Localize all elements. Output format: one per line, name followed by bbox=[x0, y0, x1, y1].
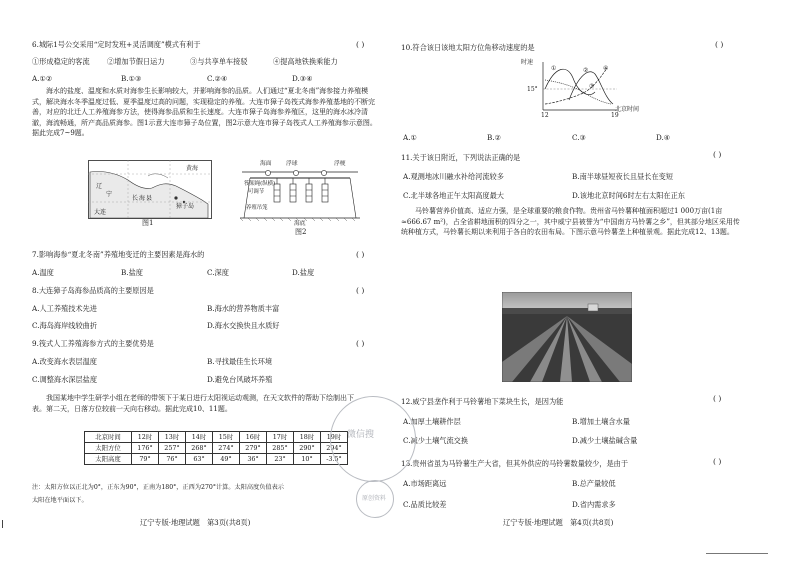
altitude-cell: 36° bbox=[240, 454, 267, 465]
q12-option-b: B.增加土壤含水量 bbox=[572, 417, 630, 426]
altitude-cell: 49° bbox=[213, 454, 240, 465]
q6-item-1: ①形成稳定的客流 bbox=[32, 57, 90, 66]
q7-option-d: D.盐度 bbox=[292, 268, 315, 277]
q7-option-c: C.深度 bbox=[207, 268, 229, 277]
q9-option-a: A.改变海水表层温度 bbox=[32, 357, 97, 366]
col-18: 18时 bbox=[294, 432, 321, 443]
page-footer-3: 辽宁专版·地理试题 第3页(共8页) bbox=[140, 518, 251, 527]
watermark-line-2: 原创资料 bbox=[362, 495, 387, 502]
q9-option-d: D.避免台风破坏养殖 bbox=[207, 375, 273, 384]
figure-2-caption: 图2 bbox=[295, 228, 307, 236]
q10-paren: ( ) bbox=[715, 40, 724, 49]
q10-option-b: B.② bbox=[487, 133, 502, 142]
figure-2-diagram bbox=[238, 160, 362, 228]
figure-1-map bbox=[88, 160, 212, 226]
q12-stem: 12.威宁县垄作利于马铃薯地下菜块生长，是因为能 bbox=[401, 397, 564, 406]
q11-paren: ( ) bbox=[713, 150, 722, 159]
chart-series-2: ② bbox=[583, 67, 589, 74]
sun-table-row-time bbox=[85, 432, 348, 443]
sun-table bbox=[84, 431, 348, 465]
raft-label-adjustable: 可调节 bbox=[248, 189, 265, 195]
q6-option-b: B.①③ bbox=[121, 74, 142, 83]
chart-xtick-19: 19 bbox=[611, 112, 619, 119]
q6-item-3: ③与共享单车接驳 bbox=[190, 57, 248, 66]
q10-option-d: D.④ bbox=[656, 133, 671, 142]
azimuth-cell: 285° bbox=[267, 443, 294, 454]
watermark-stamp-small bbox=[356, 480, 394, 518]
raft-label-float-stem: 浮梗 bbox=[334, 161, 346, 167]
map-label-xian: 县 bbox=[146, 195, 153, 202]
map-label-dalian: 大连 bbox=[94, 209, 107, 216]
q12-option-d: D.减少土壤盐碱含量 bbox=[572, 436, 638, 445]
q9-stem: 9.筏式人工养殖海参方式的主要优势是 bbox=[32, 339, 154, 348]
altitude-cell: 63° bbox=[186, 454, 213, 465]
raft-label-cage: 养殖吊笼 bbox=[246, 205, 268, 211]
table-note-2: 太阳在地平面以下。 bbox=[32, 497, 88, 504]
q13-paren: ( ) bbox=[713, 457, 722, 466]
map-label-zhangzidao: 獐子岛 bbox=[176, 203, 195, 210]
q6-option-c: C.②④ bbox=[207, 74, 228, 83]
q8-option-c: C.海岛海岸线较曲折 bbox=[32, 321, 98, 330]
q8-stem: 8.大连獐子岛海参品质高的主要原因是 bbox=[32, 286, 154, 295]
map-label-liao: 辽 bbox=[96, 183, 103, 190]
q8-option-d: D.海水交换快且水质好 bbox=[207, 321, 280, 330]
q7-option-a: A.温度 bbox=[32, 268, 54, 277]
left-edge-mark bbox=[2, 520, 3, 528]
q11-option-d: D.该地北京时间6时左右太阳在正东 bbox=[572, 191, 685, 200]
q12-option-a: A.加厚土壤耕作层 bbox=[403, 417, 461, 426]
bottom-right-rule bbox=[706, 553, 768, 554]
row-header-altitude: 太阳高度 bbox=[85, 454, 132, 465]
row-header-azimuth: 太阳方位 bbox=[85, 443, 132, 454]
q7-option-b: B.盐度 bbox=[121, 268, 143, 277]
sun-table-row-azimuth bbox=[85, 443, 348, 454]
q11-option-c: C.北半球各地正午太阳高度最大 bbox=[403, 191, 504, 200]
figure-1-caption: 图1 bbox=[142, 219, 154, 227]
chart-ytick-15: 15° bbox=[527, 86, 538, 93]
altitude-cell: 79° bbox=[132, 454, 159, 465]
map-label-chang: 长 bbox=[132, 195, 139, 202]
q11-option-a: A.观测地冰川融水补给河流较多 bbox=[403, 172, 504, 181]
col-14: 14时 bbox=[186, 432, 213, 443]
q10-stem: 10.符合该日该地太阳方位角移动速度的是 bbox=[401, 43, 535, 52]
q9-paren: ( ) bbox=[356, 339, 365, 348]
azimuth-cell: 290° bbox=[294, 443, 321, 454]
passage-sea-cucumber: 海水的盐度、温度和水质对海参生长影响较大，并影响海参的品质。人们通过“夏北冬南”海参接力养殖模式，解决海水冬季温度过低、夏季温度过高的问题，实现稳定的养殖。大连市獐子岛筏式海参养殖基地的不断完善，对应的北迁人工养殖海参方法，使得海参品质和生长速度。大连市獐子岛海参养殖区，这里的海水冰冷清澈，海流畅通，所产高品质海参。图1示意大连市獐子岛位置，图2示意大连市獐子岛筏式人工养殖海参示意图。据此完成7~9题。 bbox=[32, 87, 377, 137]
page-footer-4: 辽宁专版·地理试题 第4页(共8页) bbox=[503, 518, 614, 527]
q11-option-b: B.南半球昼短夜长且昼长在变短 bbox=[572, 172, 674, 181]
q13-option-a: A.市场距离远 bbox=[403, 479, 447, 488]
watermark-stamp bbox=[330, 396, 416, 482]
q13-option-b: B.总产量较低 bbox=[572, 479, 616, 488]
table-note-1: 注：太阳方位以正北为0°，正东为90°，正南为180°，正西为270°计算。太阳高度负值表示 bbox=[32, 484, 284, 491]
azimuth-cell: 274° bbox=[213, 443, 240, 454]
chart-series-4: ④ bbox=[603, 65, 609, 72]
q9-option-b: B.寻找最佳生长环境 bbox=[207, 357, 273, 366]
watermark-line-1: 微信搜 bbox=[347, 430, 375, 440]
q8-paren: ( ) bbox=[356, 286, 365, 295]
q10-option-c: C.③ bbox=[572, 133, 586, 142]
q8-option-b: B.海水的营养物质丰富 bbox=[207, 304, 280, 313]
passage-potato: 马铃薯营养价值高、适应力强，是全球重要的粮食作物。贵州省马铃薯种植面积超过1 000万亩(1亩≈666.67 m²)，占全省耕地面积的四分之一，其中威宁县被誉为“中国南方马铃薯之乡”，但其部分地区采用传统种植方式，马铃薯长期以来利用于各自的农田布局。下图示意马铃薯垄上种植景观。据此完成12、13题。 bbox=[401, 207, 740, 236]
q8-option-a: A.人工养殖技术先进 bbox=[32, 304, 97, 313]
col-17: 17时 bbox=[267, 432, 294, 443]
sun-table-row-altitude bbox=[85, 454, 348, 465]
col-12: 12时 bbox=[132, 432, 159, 443]
q6-stem: 6.城际1号公交采用“定时发班+灵活调度”模式有利于 bbox=[32, 40, 201, 49]
azimuth-cell: 294° bbox=[321, 443, 348, 454]
right-page bbox=[397, 0, 794, 562]
azimuth-cell: 268° bbox=[186, 443, 213, 454]
azimuth-cell: 176° bbox=[132, 443, 159, 454]
altitude-cell: 10° bbox=[294, 454, 321, 465]
col-13: 13时 bbox=[159, 432, 186, 443]
map-label-hai: 海 bbox=[139, 195, 146, 202]
map-label-yellow-sea: 黄海 bbox=[186, 165, 199, 172]
chart-ylabel: 时速 bbox=[521, 59, 534, 66]
col-19: 19时 bbox=[321, 432, 348, 443]
chart-series-3: ③ bbox=[589, 83, 595, 90]
q6-option-a: A.①② bbox=[32, 74, 53, 83]
q6-item-2: ②增加节假日运力 bbox=[107, 57, 165, 66]
col-15: 15时 bbox=[213, 432, 240, 443]
chart-xlabel: 北京时间 bbox=[615, 106, 640, 113]
chart-xtick-12: 12 bbox=[541, 112, 549, 119]
q6-option-d: D.③④ bbox=[292, 74, 313, 83]
raft-label-float: 浮球 bbox=[286, 161, 298, 167]
potato-field-graphic bbox=[502, 292, 632, 382]
altitude-cell: -3.5° bbox=[321, 454, 348, 465]
q6-item-4: ④提高地铁换乘能力 bbox=[273, 57, 338, 66]
q11-stem: 11.关于该日附近，下列说法正确的是 bbox=[401, 153, 521, 162]
q12-paren: ( ) bbox=[713, 394, 722, 403]
q6-paren: ( ) bbox=[356, 40, 365, 49]
q7-paren: ( ) bbox=[356, 250, 365, 259]
q13-stem: 13.贵州省虽为马铃薯生产大省，但其外供应的马铃薯数量较少，是由于 bbox=[401, 459, 629, 468]
col-16: 16时 bbox=[240, 432, 267, 443]
altitude-cell: 76° bbox=[159, 454, 186, 465]
raft-label-sea-surface: 海面 bbox=[260, 161, 272, 167]
q9-option-c: C.调整海水深层盐度 bbox=[32, 375, 98, 384]
row-header-time: 北京时间 bbox=[85, 432, 132, 443]
azimuth-cell: 279° bbox=[240, 443, 267, 454]
altitude-cell: 23° bbox=[267, 454, 294, 465]
raft-label-seabed: 海底 bbox=[294, 221, 306, 227]
map-label-ning: 宁 bbox=[106, 191, 113, 198]
sun-speed-chart bbox=[521, 58, 649, 124]
chart-series-1: ① bbox=[551, 65, 557, 72]
q7-stem: 7.影响海参“夏北冬南”养殖地变迁的主要因素是海水的 bbox=[32, 250, 205, 259]
q12-option-c: C.减少土壤气流交换 bbox=[403, 436, 469, 445]
potato-field-photo bbox=[502, 292, 632, 382]
azimuth-cell: 257° bbox=[159, 443, 186, 454]
q13-option-d: D.省内需求多 bbox=[572, 500, 616, 509]
q10-option-a: A.① bbox=[403, 133, 417, 142]
passage-sun-observation: 我国某地中学生研学小组在老师的带领下于某日进行太阳视运动观测，在天文软件的帮助下绘制出下表。第二天，日落方位较前一天向右移动。据此完成10、11题。 bbox=[32, 394, 354, 413]
q13-option-c: C.品质比较差 bbox=[403, 500, 447, 509]
raft-label-rope: 筏架绳(纵横) bbox=[244, 181, 276, 187]
